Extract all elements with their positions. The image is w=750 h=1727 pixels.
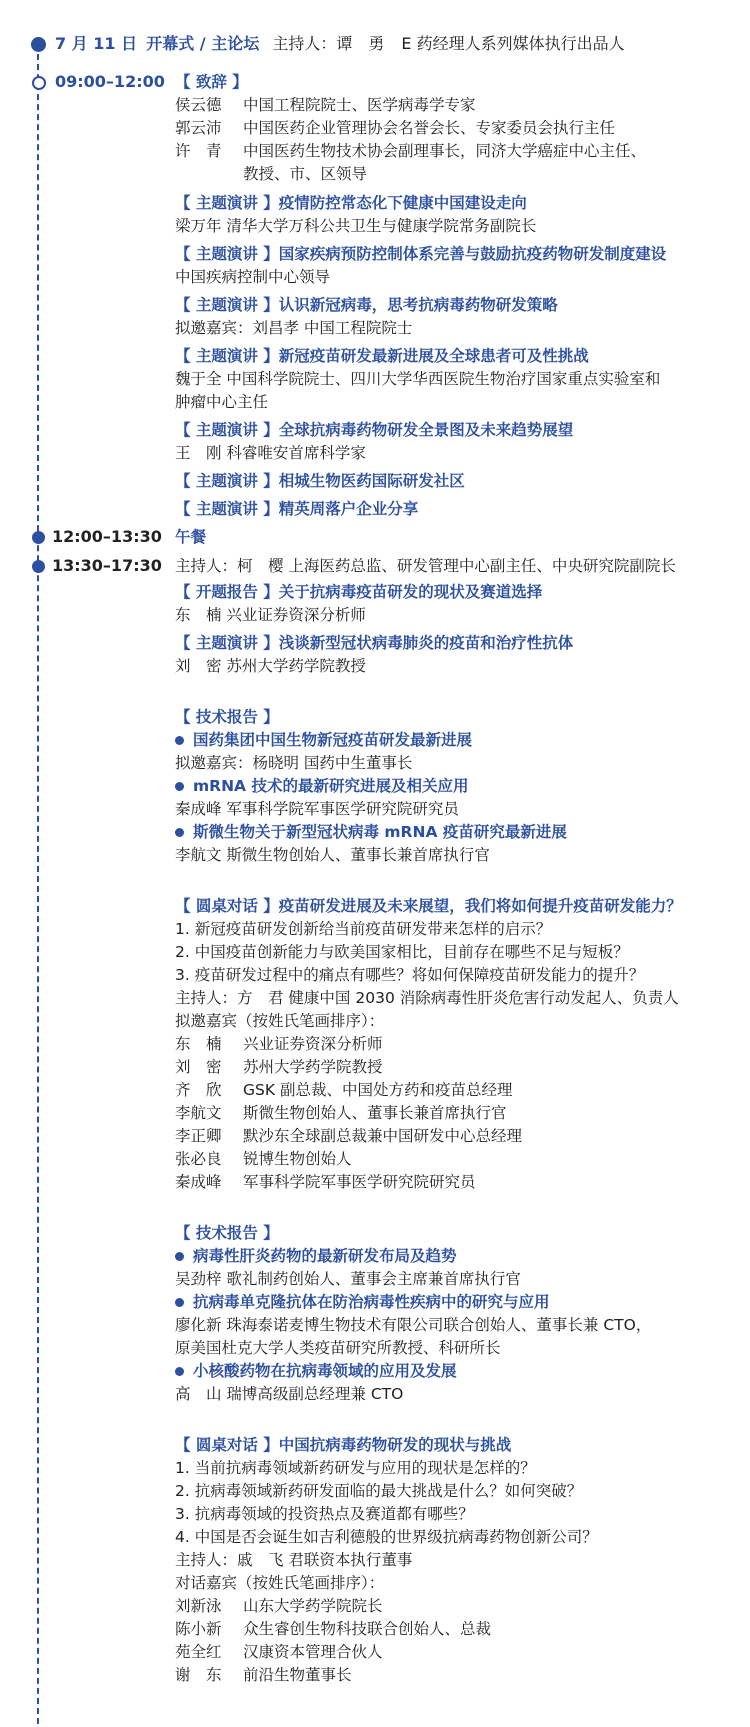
tech-topic — [175, 1291, 550, 1313]
session-host-org: E 药经理人系列媒体执行出品人 — [401, 34, 625, 53]
keynote-title: 浅谈新型冠状病毒肺炎的疫苗和治疗性抗体 — [278, 634, 574, 652]
question-text: 3. 抗病毒领域的投资热点及赛道都有哪些？ — [175, 1505, 474, 1523]
tech-speaker-text: 原美国杜克大学人类疫苗研究所教授、科研所长 — [175, 1339, 501, 1357]
guest-name: 齐 欣 — [175, 1081, 222, 1099]
speech-tag: 【 致辞 】 — [175, 73, 248, 91]
roundtable-question — [175, 964, 644, 986]
tech-topic — [175, 775, 468, 797]
keynote-title: 疫情防控常态化下健康中国建设走向 — [278, 194, 527, 212]
guest-title: 默沙东全球副总裁兼中国研发中心总经理 — [243, 1127, 523, 1145]
roundtable-tag: 【 圆桌对话 】 — [175, 897, 279, 915]
keynote-topic — [175, 632, 573, 654]
time-lunch: 12:00–13:30 — [52, 527, 162, 546]
guest-label-text: 对话嘉宾（按姓氏笔画排序）： — [175, 1574, 385, 1592]
roundtable-question — [175, 1526, 598, 1548]
roundtable-title: 疫苗研发进展及未来展望，我们将如何提升疫苗研发能力？ — [278, 897, 682, 915]
keynote-title: 认识新冠病毒，思考抗病毒药物研发策略 — [278, 296, 558, 314]
guest-title: 众生睿创生物科技联合创始人、总裁 — [243, 1620, 492, 1638]
guest-row — [175, 1618, 491, 1640]
tech-title: mRNA 技术的最新研究进展及相关应用 — [193, 777, 469, 795]
timeline-dot-afternoon — [32, 560, 45, 573]
tech-speaker — [175, 1314, 651, 1336]
tech-tag: 【 技术报告 】 — [175, 1224, 279, 1242]
guest-name: 李正卿 — [175, 1127, 222, 1145]
keynote-topic — [175, 345, 589, 367]
roundtable-host — [175, 1549, 412, 1571]
keynote-speaker-text: 中国疾病控制中心领导 — [175, 268, 331, 286]
guest-name: 秦成峰 — [175, 1173, 222, 1191]
question-text: 3. 疫苗研发过程中的痛点有哪些？将如何保障疫苗研发能力的提升？ — [175, 966, 645, 984]
keynote-speaker — [175, 391, 268, 413]
keynote-topic — [175, 192, 527, 214]
guest-label — [175, 1010, 384, 1032]
roundtable-question — [175, 1457, 536, 1479]
keynote-speaker-text: 魏于全 中国科学院院士、四川大学华西医院生物治疗国家重点实验室和 — [175, 370, 661, 388]
question-text: 2. 抗病毒领域新药研发面临的最大挑战是什么？如何突破？ — [175, 1482, 583, 1500]
guest-row — [175, 1102, 507, 1124]
guest-title: 兴业证券资深分析师 — [243, 1035, 383, 1053]
keynote-speaker — [175, 368, 660, 390]
bullet-dot-icon — [175, 828, 184, 837]
question-text: 4. 中国是否会诞生如吉利德般的世界级抗病毒药物创新公司？ — [175, 1528, 598, 1546]
guest-title: GSK 副总裁、中国处方药和疫苗总经理 — [243, 1081, 513, 1099]
keynote-speaker — [175, 317, 412, 339]
lunch-label: 午餐 — [175, 528, 207, 546]
time-morning: 09:00–12:00 — [55, 72, 165, 91]
guest-name: 李航文 — [175, 1104, 222, 1122]
speaker-row — [175, 94, 476, 116]
tech-speaker — [175, 798, 459, 820]
tech-title: 病毒性肝炎药物的最新研发布局及趋势 — [193, 1247, 457, 1265]
guest-title: 军事科学院军事医学研究院研究员 — [243, 1173, 476, 1191]
guest-row — [175, 1641, 383, 1663]
open-person-text: 东 楠 兴业证券资深分析师 — [175, 606, 366, 624]
speaker-row — [175, 140, 646, 162]
roundtable-question — [175, 918, 551, 940]
tech-speaker — [175, 1337, 501, 1359]
keynote-speaker-text: 拟邀嘉宾：刘昌孝 中国工程院院士 — [175, 319, 413, 337]
keynote-tag: 【 主题演讲 】 — [175, 347, 279, 365]
keynote-topic — [175, 243, 666, 265]
tech-title: 小核酸药物在抗病毒领域的应用及发展 — [193, 1362, 457, 1380]
timeline-dot-morning — [32, 76, 46, 90]
guest-row — [175, 1171, 476, 1193]
speaker-title: 中国医药生物技术协会副理事长，同济大学癌症中心主任、 — [243, 142, 647, 160]
bullet-dot-icon — [175, 736, 184, 745]
keynote-topic — [175, 419, 573, 441]
keynote-tag: 【 主题演讲 】 — [175, 634, 279, 652]
keynote-tag: 【 主题演讲 】 — [175, 472, 279, 490]
keynote-title: 精英周落户企业分享 — [278, 500, 419, 518]
keynote-speaker-text: 王 刚 科睿唯安首席科学家 — [175, 444, 366, 462]
bullet-dot-icon — [175, 1252, 184, 1261]
guest-title: 苏州大学药学院教授 — [243, 1058, 383, 1076]
time-afternoon: 13:30–17:30 — [52, 556, 162, 575]
timeline-line — [37, 44, 39, 1724]
tech-speaker-text: 廖化新 珠海泰诺麦博生物技术有限公司联合创始人、董事长兼 CTO， — [175, 1316, 652, 1334]
guest-row — [175, 1079, 512, 1101]
roundtable-question — [175, 941, 629, 963]
guest-name: 苑全红 — [175, 1643, 222, 1661]
guest-name: 东 楠 — [175, 1035, 222, 1053]
keynote-tag: 【 主题演讲 】 — [175, 194, 279, 212]
speaker-row — [175, 117, 615, 139]
question-text: 1. 当前抗病毒领域新药研发与应用的现状是怎样的？ — [175, 1459, 536, 1477]
guest-name: 刘新泳 — [175, 1597, 222, 1615]
tech-speaker — [175, 1268, 521, 1290]
question-text: 1. 新冠疫苗研发创新给当前疫苗研发带来怎样的启示？ — [175, 920, 552, 938]
guest-row — [175, 1595, 383, 1617]
afternoon-host: 主持人：柯 樱 上海医药总监、研发管理中心副主任、中央研究院副院长 — [175, 557, 676, 575]
guest-row — [175, 1033, 383, 1055]
tech-title: 国药集团中国生物新冠疫苗研发最新进展 — [193, 731, 473, 749]
guest-name: 谢 东 — [175, 1666, 222, 1684]
open-tag: 【 开题报告 】 — [175, 583, 279, 601]
tech-speaker — [175, 844, 490, 866]
keynote-speaker-text: 梁万年 清华大学万科公共卫生与健康学院常务副院长 — [175, 217, 537, 235]
session-host: 主持人：谭 勇 — [272, 34, 385, 53]
guest-title: 山东大学药学院院长 — [243, 1597, 383, 1615]
speaker-row — [175, 163, 367, 185]
guest-row — [175, 1056, 383, 1078]
speaker-name: 侯云德 — [175, 96, 222, 114]
guest-label — [175, 1572, 384, 1594]
tech-speaker-text: 李航文 斯微生物创始人、董事长兼首席执行官 — [175, 846, 490, 864]
keynote-speaker — [175, 266, 330, 288]
bullet-dot-icon — [175, 1367, 184, 1376]
timeline-dot-main — [31, 37, 46, 52]
keynote-title: 新冠疫苗研发最新进展及全球患者可及性挑战 — [278, 347, 589, 365]
open-person — [175, 604, 366, 626]
tech-topic — [175, 1245, 457, 1267]
keynote-title: 全球抗病毒药物研发全景图及未来趋势展望 — [278, 421, 574, 439]
roundtable-topic — [175, 1434, 511, 1456]
tech-topic — [175, 1360, 457, 1382]
guest-title: 汉康资本管理合伙人 — [243, 1643, 383, 1661]
guest-label-text: 拟邀嘉宾（按姓氏笔画排序）： — [175, 1012, 385, 1030]
bullet-dot-icon — [175, 782, 184, 791]
open-report — [175, 581, 542, 603]
question-text: 2. 中国疫苗创新能力与欧美国家相比，目前存在哪些不足与短板？ — [175, 943, 629, 961]
guest-title: 斯微生物创始人、董事长兼首席执行官 — [243, 1104, 507, 1122]
keynote-speaker-text: 肿瘤中心主任 — [175, 393, 269, 411]
speaker-title: 中国工程院院士、医学病毒学专家 — [243, 96, 476, 114]
keynote-topic — [175, 470, 465, 492]
keynote-title: 相城生物医药国际研发社区 — [278, 472, 465, 490]
guest-row — [175, 1125, 522, 1147]
roundtable-host — [175, 987, 679, 1009]
tech-topic — [175, 729, 472, 751]
speaker-title: 中国医药企业管理协会名誉会长、专家委员会执行主任 — [243, 119, 616, 137]
timeline-dot-lunch — [32, 531, 45, 544]
tech-report-tag — [175, 1222, 279, 1244]
keynote-topic — [175, 498, 418, 520]
keynote-topic — [175, 294, 558, 316]
keynote-speaker — [175, 655, 366, 677]
keynote-tag: 【 主题演讲 】 — [175, 245, 279, 263]
tech-report-tag — [175, 706, 279, 728]
speaker-title: 教授、市、区领导 — [243, 165, 368, 183]
session-title: 开幕式 / 主论坛 — [146, 34, 260, 53]
tech-speaker-text: 吴劲梓 歌礼制药创始人、董事会主席兼首席执行官 — [175, 1270, 521, 1288]
tech-tag: 【 技术报告 】 — [175, 708, 279, 726]
guest-title: 前沿生物董事长 — [243, 1666, 352, 1684]
guest-title: 锐博生物创始人 — [243, 1150, 352, 1168]
keynote-title: 国家疾病预防控制体系完善与鼓励抗疫药物研发制度建设 — [278, 245, 667, 263]
roundtable-question — [175, 1480, 582, 1502]
session-date: 7 月 11 日 — [55, 34, 138, 53]
guest-name: 张必良 — [175, 1150, 222, 1168]
keynote-speaker-text: 刘 密 苏州大学药学院教授 — [175, 657, 366, 675]
host-text: 主持人：方 君 健康中国 2030 消除病毒性肝炎危害行动发起人、负责人 — [175, 989, 679, 1007]
keynote-tag: 【 主题演讲 】 — [175, 296, 279, 314]
tech-speaker — [175, 752, 412, 774]
roundtable-topic — [175, 895, 682, 917]
keynote-speaker — [175, 215, 536, 237]
keynote-tag: 【 主题演讲 】 — [175, 421, 279, 439]
roundtable-question — [175, 1503, 474, 1525]
speaker-name: 许 青 — [175, 142, 222, 160]
open-topic: 关于抗病毒疫苗研发的现状及赛道选择 — [278, 583, 543, 601]
roundtable-title: 中国抗病毒药物研发的现状与挑战 — [278, 1436, 512, 1454]
keynote-tag: 【 主题演讲 】 — [175, 500, 279, 518]
host-text: 主持人：戚 飞 君联资本执行董事 — [175, 1551, 413, 1569]
tech-topic — [175, 821, 567, 843]
tech-speaker-text: 拟邀嘉宾：杨晓明 国药中生董事长 — [175, 754, 413, 772]
tech-title: 抗病毒单克隆抗体在防治病毒性疾病中的研究与应用 — [193, 1293, 550, 1311]
guest-row — [175, 1148, 352, 1170]
roundtable-tag: 【 圆桌对话 】 — [175, 1436, 279, 1454]
tech-speaker — [175, 1383, 403, 1405]
guest-name: 刘 密 — [175, 1058, 222, 1076]
bullet-dot-icon — [175, 1298, 184, 1307]
tech-speaker-text: 秦成峰 军事科学院军事医学研究院研究员 — [175, 800, 459, 818]
session-header — [55, 33, 625, 55]
keynote-speaker — [175, 442, 366, 464]
tech-title: 斯微生物关于新型冠状病毒 mRNA 疫苗研究最新进展 — [193, 823, 567, 841]
guest-row — [175, 1664, 352, 1686]
guest-name: 陈小新 — [175, 1620, 222, 1638]
tech-speaker-text: 高 山 瑞博高级副总经理兼 CTO — [175, 1385, 404, 1403]
speaker-name: 郭云沛 — [175, 119, 222, 137]
